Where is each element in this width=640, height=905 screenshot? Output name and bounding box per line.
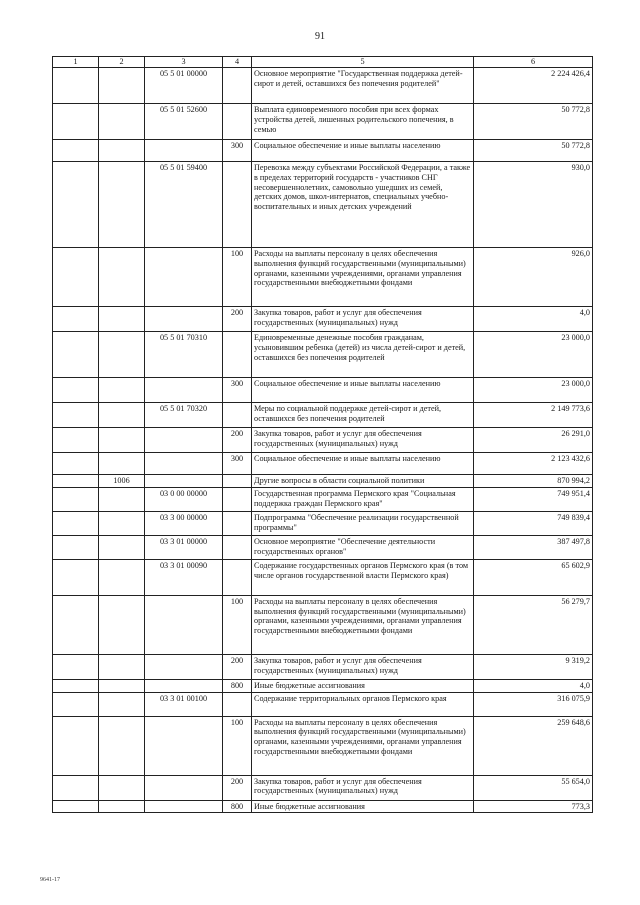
cell-section-code <box>99 679 145 692</box>
cell-expense-type: 200 <box>223 428 252 453</box>
cell-target-article: 03 3 00 00000 <box>145 511 223 535</box>
cell-target-article: 05 5 01 59400 <box>145 162 223 248</box>
cell-section-code <box>99 775 145 800</box>
cell-amount: 870 994,2 <box>474 475 593 488</box>
column-header-2: 2 <box>99 57 145 68</box>
column-header-6: 6 <box>474 57 593 68</box>
cell-target-article: 03 3 01 00000 <box>145 535 223 559</box>
cell-target-article <box>145 140 223 162</box>
cell-col1 <box>53 378 99 403</box>
cell-col1 <box>53 775 99 800</box>
cell-description: Закупка товаров, работ и услуг для обеспечения государственных (муниципальных) нужд <box>252 775 474 800</box>
table-row <box>53 654 593 679</box>
cell-section-code <box>99 104 145 140</box>
cell-col1 <box>53 595 99 654</box>
cell-amount: 2 149 773,6 <box>474 403 593 428</box>
table-row <box>53 162 593 248</box>
cell-description: Подпрограмма "Обеспечение реализации государственной программы" <box>252 511 474 535</box>
table-row <box>53 332 593 378</box>
cell-target-article <box>145 475 223 488</box>
cell-section-code <box>99 378 145 403</box>
cell-target-article: 05 5 01 00000 <box>145 68 223 104</box>
cell-target-article <box>145 679 223 692</box>
cell-expense-type: 200 <box>223 775 252 800</box>
cell-amount: 4,0 <box>474 679 593 692</box>
cell-expense-type <box>223 403 252 428</box>
table-row <box>53 595 593 654</box>
cell-description: Расходы на выплаты персоналу в целях обеспечения выполнения функций государственными (муниципальными) органами, казенными учреждениями, органами управления государственными внебюджетными фондами <box>252 716 474 775</box>
cell-expense-type <box>223 332 252 378</box>
table-row <box>53 716 593 775</box>
cell-expense-type: 100 <box>223 595 252 654</box>
cell-description: Содержание территориальных органов Пермского края <box>252 692 474 716</box>
cell-col1 <box>53 140 99 162</box>
cell-col1 <box>53 428 99 453</box>
cell-amount: 23 000,0 <box>474 332 593 378</box>
cell-col1 <box>53 307 99 332</box>
table-row <box>53 679 593 692</box>
cell-col1 <box>53 248 99 307</box>
cell-description: Иные бюджетные ассигнования <box>252 800 474 813</box>
cell-expense-type: 200 <box>223 307 252 332</box>
cell-expense-type: 300 <box>223 140 252 162</box>
cell-target-article: 03 3 01 00100 <box>145 692 223 716</box>
cell-col1 <box>53 403 99 428</box>
cell-expense-type <box>223 511 252 535</box>
cell-col1 <box>53 800 99 813</box>
table-header-row <box>53 57 593 68</box>
cell-col1 <box>53 559 99 595</box>
cell-expense-type <box>223 162 252 248</box>
cell-target-article: 05 5 01 52600 <box>145 104 223 140</box>
cell-col1 <box>53 487 99 511</box>
cell-description: Выплата единовременного пособия при всех формах устройства детей, лишенных родительского попечения, в семью <box>252 104 474 140</box>
cell-col1 <box>53 716 99 775</box>
cell-target-article: 05 5 01 70310 <box>145 332 223 378</box>
table-body <box>53 68 593 813</box>
table-row <box>53 800 593 813</box>
table-row <box>53 428 593 453</box>
cell-section-code: 1006 <box>99 475 145 488</box>
table-row <box>53 403 593 428</box>
cell-section-code <box>99 487 145 511</box>
table-row <box>53 475 593 488</box>
cell-description: Социальное обеспечение и иные выплаты населению <box>252 453 474 475</box>
cell-col1 <box>53 68 99 104</box>
cell-description: Расходы на выплаты персоналу в целях обеспечения выполнения функций государственными (муниципальными) органами, казенными учреждениями, органами управления государственными внебюджетными фондами <box>252 595 474 654</box>
cell-description: Другие вопросы в области социальной политики <box>252 475 474 488</box>
cell-description: Основное мероприятие "Государственная поддержка детей-сирот и детей, оставшихся без попечения родителей" <box>252 68 474 104</box>
cell-expense-type: 100 <box>223 248 252 307</box>
column-header-1: 1 <box>53 57 99 68</box>
cell-target-article: 03 0 00 00000 <box>145 487 223 511</box>
cell-target-article <box>145 248 223 307</box>
cell-amount: 2 224 426,4 <box>474 68 593 104</box>
cell-description: Единовременные денежные пособия гражданам, усыновившим ребенка (детей) из числа детей-сирот и детей, оставшихся без попечения родителей <box>252 332 474 378</box>
cell-section-code <box>99 595 145 654</box>
cell-section-code <box>99 140 145 162</box>
cell-description: Содержание государственных органов Пермского края (в том числе органов государственной власти Пермского края) <box>252 559 474 595</box>
page-number: 91 <box>315 31 325 42</box>
cell-description: Социальное обеспечение и иные выплаты населению <box>252 378 474 403</box>
table-row <box>53 535 593 559</box>
cell-description: Закупка товаров, работ и услуг для обеспечения государственных (муниципальных) нужд <box>252 654 474 679</box>
cell-amount: 773,3 <box>474 800 593 813</box>
cell-section-code <box>99 716 145 775</box>
column-header-3: 3 <box>145 57 223 68</box>
cell-expense-type: 300 <box>223 453 252 475</box>
table-row <box>53 487 593 511</box>
cell-amount: 259 648,6 <box>474 716 593 775</box>
cell-description: Государственная программа Пермского края "Социальная поддержка граждан Пермского края" <box>252 487 474 511</box>
cell-section-code <box>99 307 145 332</box>
table-row <box>53 68 593 104</box>
cell-target-article <box>145 775 223 800</box>
cell-section-code <box>99 403 145 428</box>
cell-amount: 9 319,2 <box>474 654 593 679</box>
cell-description: Иные бюджетные ассигнования <box>252 679 474 692</box>
table-row <box>53 140 593 162</box>
cell-col1 <box>53 104 99 140</box>
cell-expense-type <box>223 487 252 511</box>
cell-section-code <box>99 511 145 535</box>
cell-amount: 316 075,9 <box>474 692 593 716</box>
cell-col1 <box>53 692 99 716</box>
cell-section-code <box>99 800 145 813</box>
cell-expense-type <box>223 692 252 716</box>
cell-target-article <box>145 800 223 813</box>
cell-amount: 2 123 432,6 <box>474 453 593 475</box>
cell-description: Закупка товаров, работ и услуг для обеспечения государственных (муниципальных) нужд <box>252 307 474 332</box>
cell-description: Социальное обеспечение и иные выплаты населению <box>252 140 474 162</box>
cell-amount: 65 602,9 <box>474 559 593 595</box>
table-row <box>53 248 593 307</box>
table-row <box>53 378 593 403</box>
cell-description: Расходы на выплаты персоналу в целях обеспечения выполнения функций государственными (муниципальными) органами, казенными учреждениями, органами управления государственными внебюджетными фондами <box>252 248 474 307</box>
cell-description: Перевозка между субъектами Российской Федерации, а также в пределах территорий государств - участников СНГ несовершеннолетних, самовольно ушедших из семей, детских домов, школ-интернатов, специальных учебно-воспитательных и иных детских учреждений <box>252 162 474 248</box>
table-row <box>53 559 593 595</box>
cell-expense-type: 200 <box>223 654 252 679</box>
cell-expense-type: 800 <box>223 679 252 692</box>
cell-target-article <box>145 654 223 679</box>
cell-amount: 749 839,4 <box>474 511 593 535</box>
cell-expense-type <box>223 559 252 595</box>
cell-target-article <box>145 453 223 475</box>
cell-target-article <box>145 307 223 332</box>
cell-section-code <box>99 692 145 716</box>
cell-expense-type <box>223 535 252 559</box>
table-row <box>53 511 593 535</box>
cell-target-article: 03 3 01 00090 <box>145 559 223 595</box>
table-row <box>53 307 593 332</box>
cell-col1 <box>53 475 99 488</box>
column-header-5: 5 <box>252 57 474 68</box>
cell-description: Меры по социальной поддержке детей-сирот и детей, оставшихся без попечения родителей <box>252 403 474 428</box>
table-row <box>53 692 593 716</box>
cell-target-article <box>145 595 223 654</box>
cell-col1 <box>53 679 99 692</box>
cell-section-code <box>99 248 145 307</box>
cell-col1 <box>53 654 99 679</box>
table-row <box>53 104 593 140</box>
cell-col1 <box>53 535 99 559</box>
cell-amount: 387 497,8 <box>474 535 593 559</box>
budget-table <box>52 56 593 813</box>
cell-target-article <box>145 378 223 403</box>
cell-col1 <box>53 162 99 248</box>
cell-expense-type: 300 <box>223 378 252 403</box>
cell-expense-type <box>223 104 252 140</box>
table-row <box>53 453 593 475</box>
cell-description: Основное мероприятие "Обеспечение деятельности государственных органов" <box>252 535 474 559</box>
cell-expense-type <box>223 475 252 488</box>
cell-col1 <box>53 453 99 475</box>
cell-section-code <box>99 162 145 248</box>
cell-section-code <box>99 535 145 559</box>
cell-col1 <box>53 332 99 378</box>
cell-section-code <box>99 559 145 595</box>
cell-amount: 926,0 <box>474 248 593 307</box>
cell-expense-type: 100 <box>223 716 252 775</box>
cell-section-code <box>99 332 145 378</box>
cell-expense-type: 800 <box>223 800 252 813</box>
cell-amount: 23 000,0 <box>474 378 593 403</box>
cell-amount: 4,0 <box>474 307 593 332</box>
cell-target-article <box>145 428 223 453</box>
cell-amount: 55 654,0 <box>474 775 593 800</box>
table-row <box>53 775 593 800</box>
cell-section-code <box>99 428 145 453</box>
cell-target-article <box>145 716 223 775</box>
cell-amount: 26 291,0 <box>474 428 593 453</box>
footer-document-code: 9641-17 <box>40 877 60 883</box>
cell-col1 <box>53 511 99 535</box>
cell-section-code <box>99 453 145 475</box>
cell-amount: 50 772,8 <box>474 104 593 140</box>
column-header-4: 4 <box>223 57 252 68</box>
cell-amount: 56 279,7 <box>474 595 593 654</box>
cell-expense-type <box>223 68 252 104</box>
cell-description: Закупка товаров, работ и услуг для обеспечения государственных (муниципальных) нужд <box>252 428 474 453</box>
cell-section-code <box>99 68 145 104</box>
cell-amount: 930,0 <box>474 162 593 248</box>
cell-target-article: 05 5 01 70320 <box>145 403 223 428</box>
cell-section-code <box>99 654 145 679</box>
cell-amount: 749 951,4 <box>474 487 593 511</box>
cell-amount: 50 772,8 <box>474 140 593 162</box>
